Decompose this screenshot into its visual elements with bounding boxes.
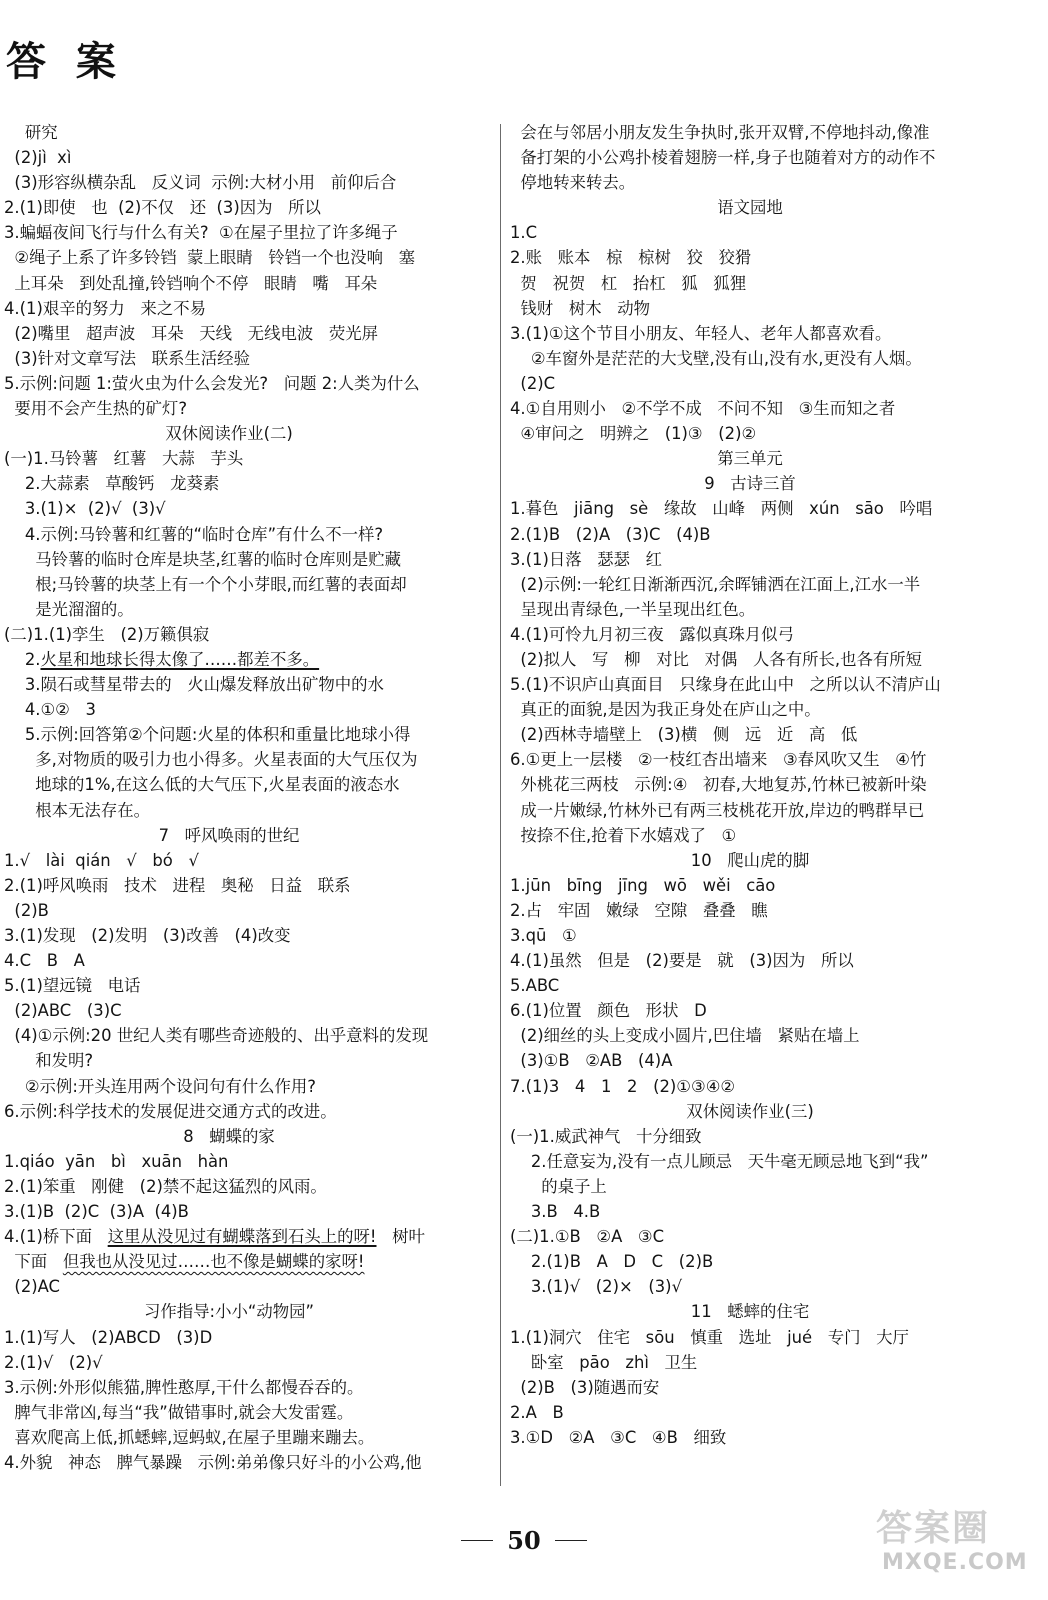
answer-text: 1.qiáo yān bì xuān hàn — [4, 1151, 229, 1171]
answer-text: 3.(1)B (2)C (3)A (4)B — [4, 1202, 189, 1222]
answer-text: 5.示例:问题 1:萤火虫为什么会发光? 问题 2:人类为什么 — [4, 373, 420, 393]
answer-text: 的桌子上 — [510, 1176, 607, 1196]
answer-line — [4, 346, 494, 371]
answer-line — [4, 672, 494, 697]
answer-line — [4, 1023, 494, 1048]
answer-text: 喜欢爬高上低,抓蟋蟀,逗蚂蚁,在屋子里蹦来蹦去。 — [4, 1427, 375, 1447]
answer-text: 要用不会产生热的矿灯? — [4, 399, 188, 419]
answer-line — [510, 572, 1030, 597]
answer-line — [4, 1299, 494, 1324]
answer-text: 6.示例:科学技术的发展促进交通方式的改进。 — [4, 1101, 337, 1121]
answer-line — [4, 170, 494, 195]
answer-text: 3.示例:外形似熊猫,脾性憨厚,干什么都慢吞吞的。 — [4, 1377, 364, 1397]
answer-text: 2.账 账本 椋 椋树 狡 狡猾 — [510, 248, 752, 268]
answer-text: (2)B — [4, 900, 49, 920]
answer-text: 钱财 树木 动物 — [510, 298, 651, 318]
answer-line — [4, 1450, 494, 1475]
answer-text: 2.(1)B A D C (2)B — [510, 1252, 714, 1272]
answer-text: 1.(1)写人 (2)ABCD (3)D — [4, 1327, 213, 1347]
answer-line — [510, 848, 1030, 873]
answer-line — [4, 1199, 494, 1224]
underlined-answer: 这里从没见过有蝴蝶落到石头上的呀! — [107, 1227, 377, 1247]
answer-line — [510, 898, 1030, 923]
answer-text: 卧室 pāo zhì 卫生 — [510, 1352, 698, 1372]
answer-line — [4, 1174, 494, 1199]
answer-line — [4, 948, 494, 973]
answer-text: 真正的面貌,是因为我正身处在庐山之中。 — [510, 700, 821, 720]
answer-line — [510, 1325, 1030, 1350]
answer-line — [510, 170, 1030, 195]
answer-text: ②绳子上系了许多铃铛 蒙上眼睛 铃铛一个也没响 塞 — [4, 248, 415, 268]
answer-line — [510, 371, 1030, 396]
answer-text: (2)jì xì — [4, 148, 72, 168]
answer-line — [4, 647, 494, 672]
answer-line — [510, 747, 1030, 772]
page-title: 答 案 — [6, 38, 124, 85]
answer-text: 2.(1)呼风唤雨 技术 进程 奥秘 日益 联系 — [4, 875, 351, 895]
answer-column-left — [4, 120, 494, 1475]
answer-text: (3)形容纵横杂乱 反义词 示例:大材小用 前仰后合 — [4, 173, 397, 193]
answer-line — [510, 496, 1030, 521]
answer-text: (2)C — [510, 373, 556, 393]
answer-line — [4, 195, 494, 220]
answer-text: 4.(1)可怜九月初三夜 露似真珠月似弓 — [510, 624, 794, 644]
answer-text: 3.(1)①这个节目小朋友、年轻人、老年人都喜欢看。 — [510, 323, 892, 343]
answer-text: 马铃薯的临时仓库是块茎,红薯的临时仓库则是贮藏 — [4, 549, 402, 569]
answer-text: 1.C — [510, 223, 538, 243]
answer-line — [510, 321, 1030, 346]
answer-text: 多,对物质的吸引力也小得多。火星表面的大气压仅为 — [4, 750, 418, 770]
answer-line — [510, 873, 1030, 898]
answer-line — [510, 1174, 1030, 1199]
answer-text: 7.(1)3 4 1 2 (2)①③④② — [510, 1076, 736, 1096]
answer-line — [4, 923, 494, 948]
answer-text: 2. — [4, 649, 41, 669]
answer-text: 呈现出青绿色,一半呈现出红色。 — [510, 599, 756, 619]
answer-column-right — [510, 120, 1030, 1450]
answer-line — [510, 1048, 1030, 1073]
answer-line — [510, 1099, 1030, 1124]
answer-text: 3.(1)日落 瑟瑟 红 — [510, 549, 663, 569]
answer-line — [4, 1375, 494, 1400]
answer-text: 4.外貌 神态 脾气暴躁 示例:弟弟像只好斗的小公鸡,他 — [4, 1452, 422, 1472]
answer-line — [510, 547, 1030, 572]
answer-text: 双休阅读作业(三) — [686, 1101, 814, 1121]
answer-text: 4.C B A — [4, 951, 85, 971]
answer-line — [4, 371, 494, 396]
answer-text: (2)示例:一轮红日渐渐西沉,余晖铺洒在江面上,江水一半 — [510, 574, 921, 594]
answer-text: 5.示例:回答第②个问题:火星的体积和重量比地球小得 — [4, 725, 411, 745]
answer-line — [4, 145, 494, 170]
answer-line — [4, 798, 494, 823]
answer-line — [4, 1124, 494, 1149]
answer-text: 脾气非常凶,每当“我”做错事时,就会大发雷霆。 — [4, 1402, 354, 1422]
answer-text: 2.占 牢固 嫩绿 空隙 叠叠 瞧 — [510, 900, 768, 920]
answer-line — [510, 1074, 1030, 1099]
answer-text: 2.大蒜素 草酸钙 龙葵素 — [4, 474, 220, 494]
answer-line — [4, 1099, 494, 1124]
answer-text: 11 蟋蟀的住宅 — [690, 1302, 810, 1322]
answer-line — [510, 1350, 1030, 1375]
underlined-answer: 火星和地球长得太像了……都差不多。 — [40, 649, 320, 669]
answer-text: 是光溜溜的。 — [4, 599, 134, 619]
answer-line — [510, 1224, 1030, 1249]
answer-text: 1.√ lài qián √ bó √ — [4, 850, 199, 870]
answer-text: 2.(1)√ (2)√ — [4, 1352, 103, 1372]
answer-line — [510, 1249, 1030, 1274]
answer-line — [4, 1249, 494, 1274]
answer-line — [510, 522, 1030, 547]
answer-text: 3.B 4.B — [510, 1202, 601, 1222]
answer-text: 3.①D ②A ③C ④B 细致 — [510, 1427, 727, 1447]
footer-dash-left — [461, 1540, 493, 1542]
answer-line — [510, 798, 1030, 823]
answer-line — [4, 747, 494, 772]
answer-text: 4.(1)桥下面 — [4, 1227, 108, 1247]
answer-text: 上耳朵 到处乱撞,铃铛响个不停 眼睛 嘴 耳朵 — [4, 273, 378, 293]
answer-line — [510, 1400, 1030, 1425]
answer-line — [510, 1149, 1030, 1174]
answer-text: (一)1.马铃薯 红薯 大蒜 芋头 — [4, 449, 244, 469]
answer-line — [4, 1400, 494, 1425]
answer-line — [4, 220, 494, 245]
answer-text: (二)1.①B ②A ③C — [510, 1227, 665, 1247]
answer-line — [510, 948, 1030, 973]
answer-text: (4)①示例:20 世纪人类有哪些奇迹般的、出乎意料的发现 — [4, 1026, 429, 1046]
answer-text: 10 爬山虎的脚 — [690, 850, 810, 870]
answer-line — [4, 1425, 494, 1450]
answer-line — [510, 346, 1030, 371]
answer-text: 2.(1)即使 也 (2)不仅 还 (3)因为 所以 — [4, 198, 321, 218]
answer-line — [4, 496, 494, 521]
answer-text: 备打架的小公鸡扑棱着翅膀一样,身子也随着对方的动作不 — [510, 148, 936, 168]
answer-line — [4, 998, 494, 1023]
answer-text: 和发明? — [4, 1051, 94, 1071]
answer-line — [510, 973, 1030, 998]
answer-text: 1.jūn bīng jīng wō wěi cāo — [510, 875, 776, 895]
answer-text: 5.(1)望远镜 电话 — [4, 976, 141, 996]
answer-text: 4.①② 3 — [4, 700, 96, 720]
answer-line — [4, 697, 494, 722]
answer-line — [510, 220, 1030, 245]
answer-text: 双休阅读作业(二) — [165, 424, 293, 444]
answer-line — [510, 296, 1030, 321]
answer-line — [510, 622, 1030, 647]
answer-text: 停地转来转去。 — [510, 173, 636, 193]
answer-text: (3)①B ②AB (4)A — [510, 1051, 673, 1071]
answer-line — [510, 245, 1030, 270]
answer-text: (2)B (3)随遇而安 — [510, 1377, 660, 1397]
answer-text: 9 古诗三首 — [704, 474, 796, 494]
answer-line — [4, 321, 494, 346]
answer-text: (二)1.(1)孪生 (2)万籁俱寂 — [4, 624, 210, 644]
answer-text: 语文园地 — [717, 198, 783, 218]
answer-line — [4, 245, 494, 270]
answer-text: (2)ABC (3)C — [4, 1001, 122, 1021]
answer-line — [510, 1375, 1030, 1400]
answer-line — [4, 722, 494, 747]
answer-line — [510, 823, 1030, 848]
underlined-answer: 但我也从没见过……也不像是蝴蝶的家呀! — [62, 1252, 365, 1272]
answer-text: 下面 — [4, 1252, 63, 1272]
answer-text: ④审问之 明辨之 (1)③ (2)② — [510, 424, 757, 444]
answer-line — [510, 271, 1030, 296]
answer-text: 2.任意妄为,没有一点儿顾忌 天牛毫无顾忌地飞到“我” — [510, 1151, 929, 1171]
answer-line — [510, 421, 1030, 446]
answer-text: 4.(1)艰辛的努力 来之不易 — [4, 298, 207, 318]
answer-text: (2)细丝的头上变成小圆片,巴住墙 紧贴在墙上 — [510, 1026, 860, 1046]
answer-text: 根;马铃薯的块茎上有一个个小芽眼,而红薯的表面却 — [4, 574, 407, 594]
answer-line — [4, 1350, 494, 1375]
answer-text: 3.陨石或彗星带去的 火山爆发释放出矿物中的水 — [4, 675, 384, 695]
answer-line — [510, 672, 1030, 697]
answer-line — [4, 622, 494, 647]
answer-line — [4, 772, 494, 797]
answer-line — [510, 1124, 1030, 1149]
answer-text: 3.(1)发现 (2)发明 (3)改善 (4)改变 — [4, 926, 291, 945]
answer-line — [4, 572, 494, 597]
answer-text: 4.①自用则小 ②不学不成 不问不知 ③生而知之者 — [510, 399, 896, 419]
answer-line — [4, 973, 494, 998]
answer-line — [510, 647, 1030, 672]
answer-text: 成一片嫩绿,竹林外已有两三枝桃花开放,岸边的鸭群早已 — [510, 800, 925, 820]
answer-line — [4, 120, 494, 145]
answer-line — [510, 1274, 1030, 1299]
answer-line — [4, 823, 494, 848]
answer-line — [4, 1048, 494, 1073]
answer-line — [4, 396, 494, 421]
answer-text: 6.(1)位置 颜色 形状 D — [510, 1001, 707, 1021]
answer-line — [4, 848, 494, 873]
answer-text: 外桃花三两枝 示例:④ 初春,大地复苏,竹林已被新叶染 — [510, 775, 927, 795]
answer-text: 习作指导:小小“动物园” — [143, 1302, 315, 1322]
footer-dash-right — [555, 1540, 587, 1542]
answer-line — [510, 923, 1030, 948]
watermark-url: MXQE.COM — [882, 1550, 1028, 1575]
answer-text: 5.(1)不识庐山真面目 只缘身在此山中 之所以认不清庐山 — [510, 675, 941, 695]
answer-text: 3.(1)√ (2)× (3)√ — [510, 1277, 683, 1297]
answer-text: (一)1.威武神气 十分细致 — [510, 1126, 702, 1146]
answer-line — [510, 1023, 1030, 1048]
answer-line — [510, 998, 1030, 1023]
answer-text: ②车窗外是茫茫的大戈壁,没有山,没有水,更没有人烟。 — [510, 348, 922, 368]
answer-text: (2)嘴里 超声波 耳朵 天线 无线电波 荧光屏 — [4, 323, 379, 343]
answer-text: 贺 祝贺 杠 抬杠 狐 狐狸 — [510, 273, 747, 293]
answer-line — [4, 446, 494, 471]
answer-text: 5.ABC — [510, 976, 560, 996]
answer-line — [4, 1325, 494, 1350]
answer-line — [510, 1425, 1030, 1450]
answer-text: 地球的1%,在这么低的大气压下,火星表面的液态水 — [4, 775, 400, 795]
answer-text: 1.(1)洞穴 住宅 sōu 慎重 选址 jué 专门 大厅 — [510, 1327, 909, 1347]
watermark-logo — [876, 1500, 1026, 1590]
answer-text: ②示例:开头连用两个设问句有什么作用? — [4, 1076, 317, 1096]
answer-text: 3.(1)× (2)√ (3)√ — [4, 499, 166, 519]
answer-text: 4.(1)虽然 但是 (2)要是 就 (3)因为 所以 — [510, 951, 854, 971]
answer-text: 按捺不住,抢着下水嬉戏了 ① — [510, 825, 737, 845]
page-number: 50 — [507, 1526, 541, 1555]
answer-line — [510, 772, 1030, 797]
column-divider — [500, 124, 501, 1486]
answer-text: 1.暮色 jiāng sè 缘故 山峰 两侧 xún sāo 吟唱 — [510, 499, 933, 519]
answer-text: 会在与邻居小朋友发生争执时,张开双臂,不停地抖动,像准 — [510, 123, 930, 142]
answer-line — [4, 1224, 494, 1249]
answer-text: 7 呼风唤雨的世纪 — [158, 825, 300, 845]
answer-line — [4, 898, 494, 923]
answer-text: (2)拟人 写 柳 对比 对偶 人各有所长,也各有所短 — [510, 649, 923, 669]
answer-text: (3)针对文章写法 联系生活经验 — [4, 348, 250, 368]
answer-line — [4, 471, 494, 496]
answer-text-after: 树叶 — [376, 1227, 425, 1247]
answer-line — [510, 722, 1030, 747]
answer-text: 3.qū ① — [510, 926, 577, 945]
answer-text: 研究 — [4, 123, 58, 142]
answer-line — [510, 1299, 1030, 1324]
watermark-text: 答案圈 — [876, 1508, 991, 1549]
answer-line — [4, 1149, 494, 1174]
answer-line — [4, 547, 494, 572]
answer-text: (2)西林寺墙壁上 (3)横 侧 远 近 高 低 — [510, 725, 858, 745]
answer-line — [510, 446, 1030, 471]
answer-text: 2.A B — [510, 1402, 564, 1422]
answer-text: 6.①更上一层楼 ②一枝红杏出墙来 ③春风吹又生 ④竹 — [510, 750, 927, 770]
answer-text: 8 蝴蝶的家 — [183, 1126, 275, 1146]
answer-line — [4, 1074, 494, 1099]
answer-line — [4, 296, 494, 321]
answer-line — [510, 1199, 1030, 1224]
answer-line — [4, 522, 494, 547]
answer-line — [4, 421, 494, 446]
answer-text: 第三单元 — [717, 449, 783, 469]
answer-text: 4.示例:马铃薯和红薯的“临时仓库”有什么不一样? — [4, 524, 384, 544]
answer-text: 2.(1)B (2)A (3)C (4)B — [510, 524, 711, 544]
answer-text: 3.蝙蝠夜间飞行与什么有关? ①在屋子里拉了许多绳子 — [4, 223, 398, 243]
answer-text: (2)AC — [4, 1277, 61, 1297]
answer-line — [510, 396, 1030, 421]
answer-line — [510, 195, 1030, 220]
answer-text: 2.(1)笨重 刚健 (2)禁不起这猛烈的风雨。 — [4, 1176, 327, 1196]
answer-line — [510, 597, 1030, 622]
answer-line — [4, 271, 494, 296]
answer-line — [510, 697, 1030, 722]
answer-line — [510, 145, 1030, 170]
answer-line — [4, 597, 494, 622]
answer-text: 根本无法存在。 — [4, 800, 150, 820]
answer-line — [510, 471, 1030, 496]
answer-line — [510, 120, 1030, 145]
answer-line — [4, 873, 494, 898]
answer-line — [4, 1274, 494, 1299]
